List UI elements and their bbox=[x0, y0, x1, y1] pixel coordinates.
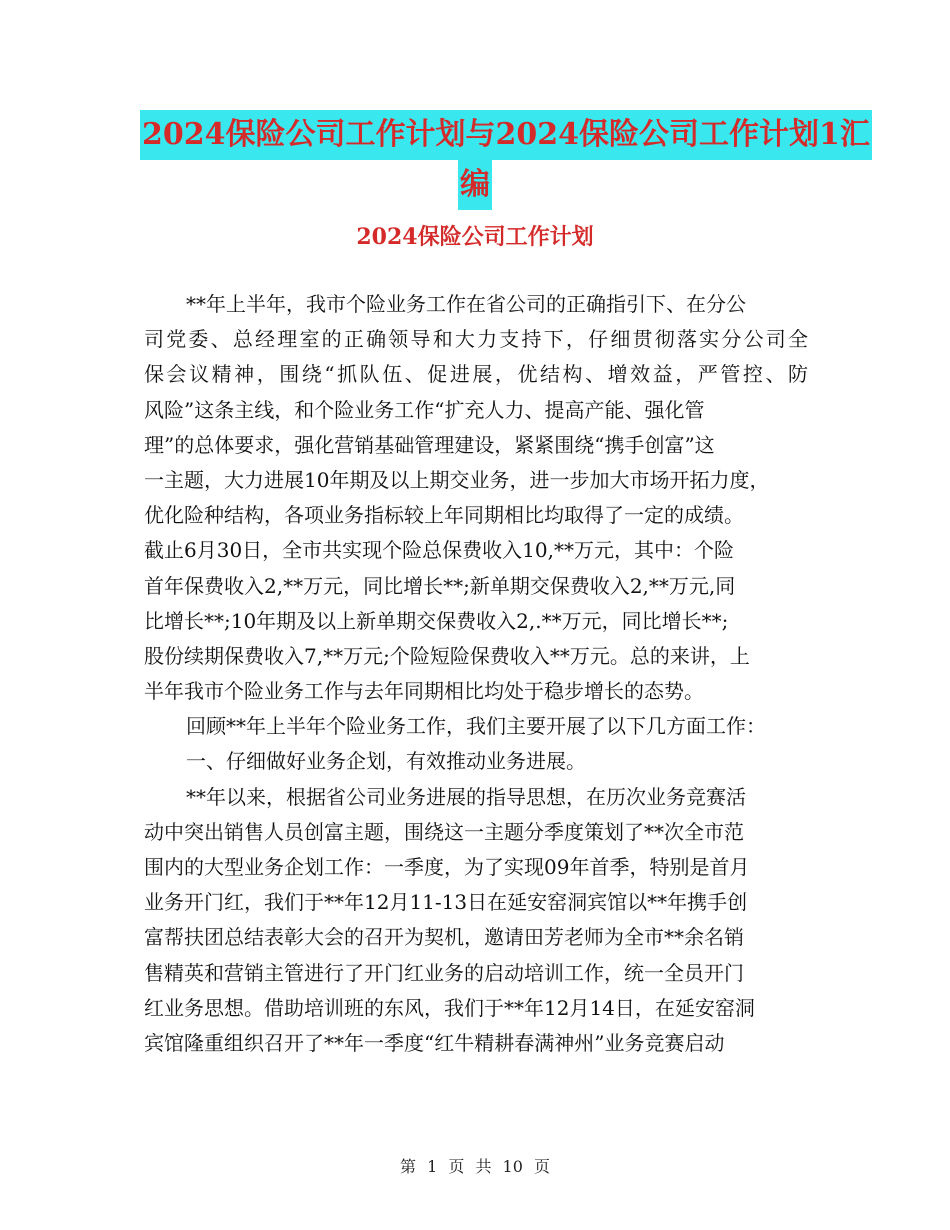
document-title bbox=[140, 110, 870, 210]
body-line: 司党委、总经理室的正确领导和大力支持下，仔细贯彻落实分公司全 bbox=[144, 327, 808, 352]
body-line: 半年我市个险业务工作与去年同期相比均处于稳步增长的态势。 bbox=[144, 679, 704, 704]
body-line: 股份续期保费收入7,**万元;个险短险保费收入**万元。总的来讲，上 bbox=[144, 643, 750, 668]
body-line: 富帮扶团总结表彰大会的召开为契机，邀请田芳老师为全市**余名销 bbox=[144, 925, 744, 950]
body-line: **年上半年，我市个险业务工作在省公司的正确指引下、在分公 bbox=[186, 292, 746, 316]
body-line: 一主题，大力进展10年期及以上期交业务，进一步加大市场开拓力度， bbox=[144, 467, 770, 492]
body-line: 首年保费收入2,**万元，同比增长**;新单期交保费收入2,**万元,同 bbox=[144, 573, 736, 598]
body-line: **年以来，根据省公司业务进展的指导思想，在历次业务竞赛活 bbox=[186, 784, 746, 809]
body-line: 业务开门红，我们于**年12月11-13日在延安窑洞宾馆以**年携手创 bbox=[144, 890, 748, 915]
body-line: 围内的大型业务企划工作：一季度，为了实现09年首季，特别是首月 bbox=[144, 855, 750, 879]
body-line: 比增长**;10年期及以上新单期交保费收入2,.**万元，同比增长**; bbox=[144, 608, 729, 633]
body-line: 宾馆隆重组织召开了**年一季度“红牛精耕春满神州”业务竞赛启动 bbox=[144, 1030, 725, 1055]
page-footer: 第 1 页 共 10 页 bbox=[400, 1157, 550, 1176]
body-line: 优化险种结构，各项业务指标较上年同期相比均取得了一定的成绩。 bbox=[144, 503, 744, 528]
body-line: 红业务思想。借助培训班的东风，我们于**年12月14日，在延安窑洞 bbox=[144, 995, 755, 1020]
body-line: 理”的总体要求，强化营销基础管理建设，紧紧围绕“携手创富”这 bbox=[144, 432, 715, 457]
document-title-line-1: 2024保险公司工作计划与2024保险公司工作计划1汇 bbox=[140, 110, 872, 160]
body-line: 风险”这条主线，和个险业务工作“扩充人力、提高产能、强化管 bbox=[144, 397, 705, 422]
body-line: 动中突出销售人员创富主题，围绕这一主题分季度策划了**次全市范 bbox=[144, 819, 744, 844]
body-line: 回顾**年上半年个险业务工作，我们主要开展了以下几方面工作： bbox=[186, 714, 766, 739]
document-title-line-2: 编 bbox=[458, 160, 492, 210]
section-subtitle: 2024保险公司工作计划 bbox=[356, 224, 594, 250]
document-body bbox=[144, 287, 808, 1061]
body-line: 售精英和营销主管进行了开门红业务的启动培训工作，统一全员开门 bbox=[144, 960, 744, 985]
body-line: 保会议精神，围绕“抓队伍、促进展，优结构、增效益，严管控、防 bbox=[144, 362, 808, 387]
body-line: 截止6月30日，全市共实现个险总保费收入10,**万元，其中：个险 bbox=[144, 538, 734, 563]
section-heading: 一、仔细做好业务企划，有效推动业务进展。 bbox=[186, 749, 586, 774]
